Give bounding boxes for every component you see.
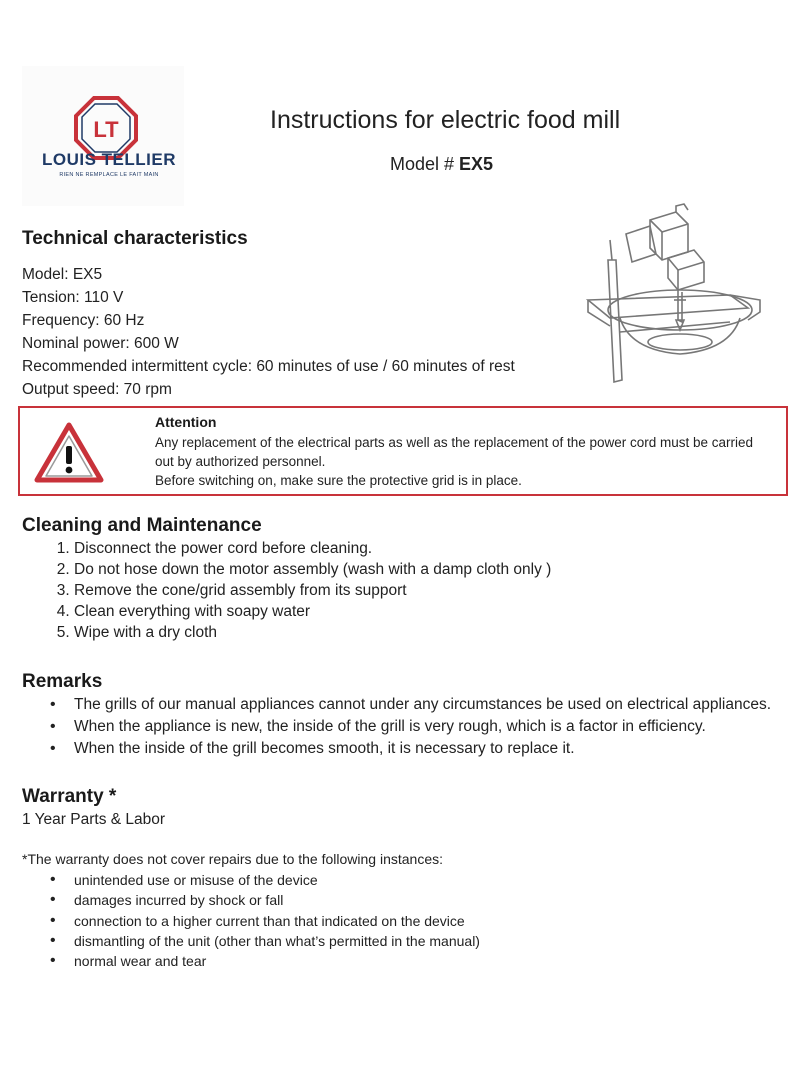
- attention-box: [18, 406, 788, 496]
- list-item: 1. Disconnect the power cord before cleaning.: [74, 538, 551, 559]
- list-item: 4. Clean everything with soapy water: [74, 601, 551, 622]
- food-mill-illustration: [560, 200, 782, 390]
- tech-line: Frequency: 60 Hz: [22, 312, 145, 329]
- list-item: • The grills of our manual appliances cannot under any circumstances be used on electrical appliances.: [74, 694, 771, 716]
- document-title: Instructions for electric food mill: [270, 106, 621, 134]
- brand-logo: [22, 66, 184, 206]
- tech-line: Model: EX5: [22, 266, 103, 283]
- attention-line: Any replacement of the electrical parts as well as the replacement of the power cord must be carried out by authorized personnel.: [155, 435, 754, 469]
- remarks-list: [22, 694, 771, 760]
- warranty-note: *The warranty does not cover repairs due to the following instances:: [22, 851, 444, 867]
- logo-initials: LT: [93, 117, 119, 142]
- technical-heading: Technical characteristics: [22, 228, 248, 249]
- list-item: • unintended use or misuse of the device: [74, 870, 480, 890]
- logo-tagline: RIEN NE REMPLACE LE FAIT MAIN: [59, 172, 159, 178]
- list-item: • When the inside of the grill becomes smooth, it is necessary to replace it.: [74, 738, 771, 760]
- model-prefix: Model #: [390, 154, 460, 174]
- tech-line: Nominal power: 600 W: [22, 335, 179, 352]
- tech-line: Recommended intermittent cycle: 60 minutes of use / 60 minutes of rest: [22, 358, 515, 375]
- technical-list: [22, 264, 515, 402]
- attention-line: Before switching on, make sure the protective grid is in place.: [155, 473, 522, 488]
- remarks-heading: Remarks: [22, 671, 103, 692]
- attention-title: Attention: [155, 414, 217, 430]
- warranty-heading: Warranty *: [22, 786, 117, 807]
- list-item: 5. Wipe with a dry cloth: [74, 622, 551, 643]
- list-item: • normal wear and tear: [74, 951, 480, 971]
- list-item: • damages incurred by shock or fall: [74, 890, 480, 910]
- cleaning-heading: Cleaning and Maintenance: [22, 515, 262, 536]
- list-item: 3. Remove the cone/grid assembly from its support: [74, 580, 551, 601]
- logo-brand-name: LOUIS TELLIER: [42, 150, 176, 169]
- model-code: EX5: [459, 154, 494, 174]
- warranty-exclusions-list: [22, 870, 480, 971]
- list-item: 2. Do not hose down the motor assembly (wash with a damp cloth only ): [74, 559, 551, 580]
- warranty-coverage: 1 Year Parts & Labor: [22, 811, 166, 828]
- list-item: • When the appliance is new, the inside of the grill is very rough, which is a factor in efficiency.: [74, 716, 771, 738]
- tech-line: Tension: 110 V: [22, 289, 124, 306]
- model-number: [390, 154, 493, 175]
- warning-triangle-icon: [34, 422, 104, 484]
- cleaning-list: [22, 538, 551, 643]
- list-item: • connection to a higher current than that indicated on the device: [74, 911, 480, 931]
- tech-line: Output speed: 70 rpm: [22, 381, 172, 398]
- list-item: • dismantling of the unit (other than what’s permitted in the manual): [74, 931, 480, 951]
- attention-text: [155, 433, 775, 490]
